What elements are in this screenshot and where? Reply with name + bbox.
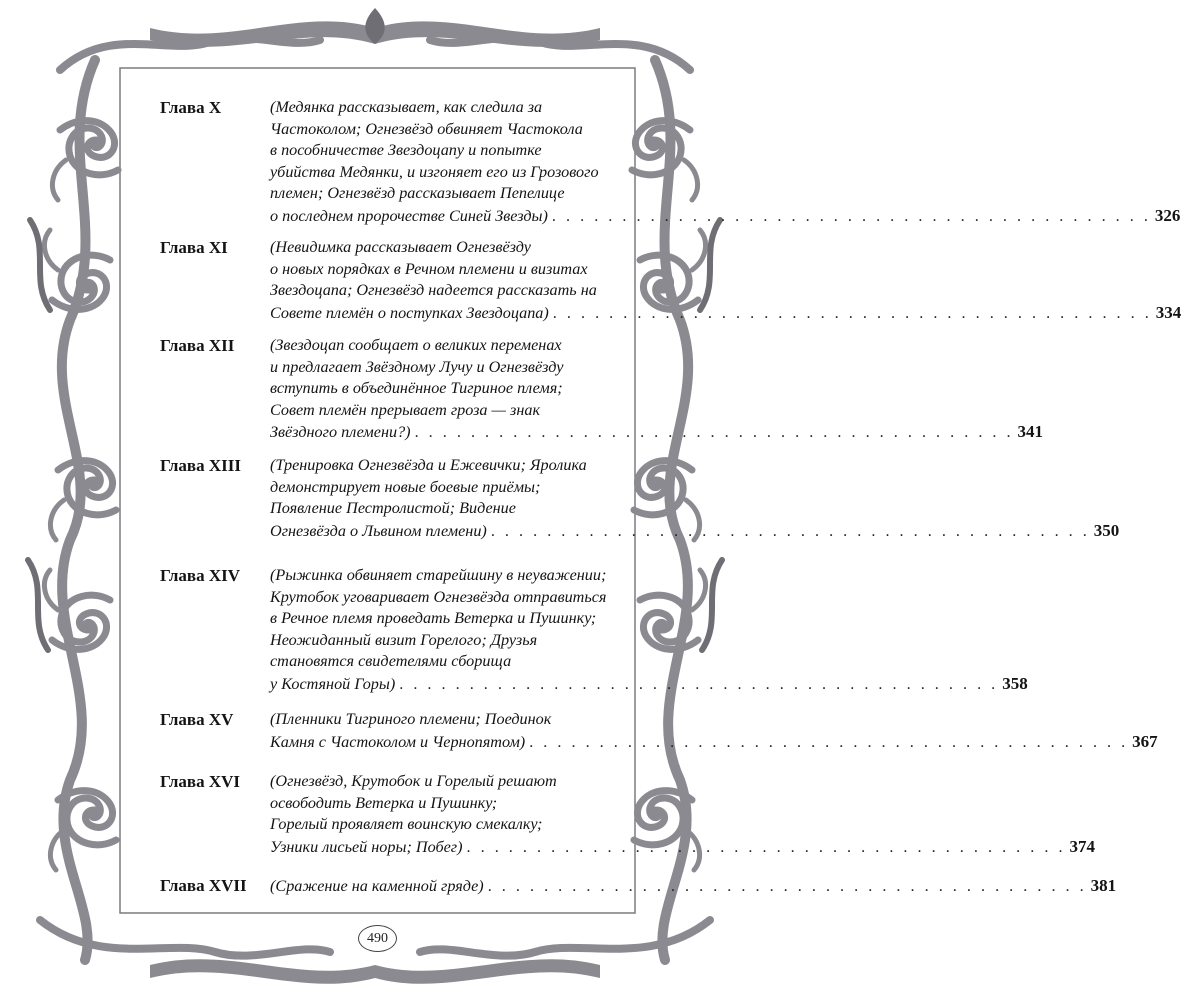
- chapter-summary: [270, 97, 1181, 227]
- summary-line: Звездоцапа; Огнезвёзд надеется рассказать на: [270, 281, 597, 300]
- summary-line: освободить Ветерка и Пушинку;: [270, 793, 498, 812]
- right-side-ornament: [632, 60, 722, 960]
- page-number: 490: [358, 925, 397, 952]
- chapter-label: Глава X: [160, 98, 222, 117]
- page-reference: 334: [1155, 302, 1181, 322]
- page-reference: 341: [1017, 422, 1044, 442]
- summary-last-line: [270, 421, 1044, 443]
- summary-line: Огнезвёзда о Львином племени): [270, 521, 487, 540]
- summary-last-line: [270, 875, 1117, 897]
- summary-line: о последнем пророчестве Синей Звезды): [270, 206, 548, 225]
- summary-line: Совет племён прерывает гроза — знак: [270, 400, 541, 419]
- summary-line: (Пленники Тигриного племени; Поединок: [270, 710, 552, 728]
- dot-leader: . . . . . . . . . . . . . . . . . . . . . . . . . . . . . . . . . . . . . . . . . . .: [466, 837, 1066, 856]
- chapter-summary: [270, 565, 1028, 695]
- summary-line: вступить в объединённое Тигриное племя;: [270, 379, 563, 398]
- summary-line: (Медянка рассказывает, как следила за: [270, 98, 543, 116]
- summary-line: Появление Пестролистой; Видение: [270, 499, 516, 518]
- page-reference: 358: [1002, 673, 1028, 693]
- chapter-label: Глава XIV: [160, 566, 241, 585]
- page-reference: 367: [1132, 731, 1158, 751]
- summary-line: и предлагает Звёздному Лучу и Огнезвёзду: [270, 357, 564, 376]
- summary-last-line: [270, 205, 1181, 227]
- summary-line: убийства Медянки, и изгоняет его из Грозового: [270, 162, 599, 181]
- summary-line: становятся свидетелями сборища: [270, 652, 512, 671]
- chapter-summary: [270, 335, 1044, 443]
- dot-leader: . . . . . . . . . . . . . . . . . . . . . . . . . . . . . . . . . . . . . . . . . . .: [414, 423, 1014, 442]
- chapter-label: Глава XI: [160, 238, 228, 257]
- summary-last-line: [270, 520, 1120, 542]
- summary-line: (Невидимка рассказывает Огнезвёзду: [270, 238, 531, 256]
- dot-leader: . . . . . . . . . . . . . . . . . . . . . . . . . . . . . . . . . . . . . . . . . . .: [529, 732, 1129, 751]
- summary-last-line: [270, 836, 1095, 858]
- chapter-label: Глава XVI: [160, 772, 241, 791]
- chapter-summary: [270, 771, 1095, 857]
- summary-last-line: [270, 731, 1158, 753]
- dot-leader: . . . . . . . . . . . . . . . . . . . . . . . . . . . . . . . . . . . . . . . . . . .: [490, 521, 1090, 540]
- summary-line: Звёздного племени?): [270, 423, 411, 442]
- summary-last-line: [270, 302, 1181, 324]
- top-right-swirl: [430, 38, 690, 70]
- page-reference: 374: [1069, 836, 1095, 856]
- page-reference: 381: [1090, 876, 1117, 895]
- summary-line: о новых порядках в Речном племени и визитах: [270, 259, 588, 278]
- dot-leader: . . . . . . . . . . . . . . . . . . . . . . . . . . . . . . . . . . . . . . . . . . .: [399, 674, 999, 693]
- page-reference: 350: [1093, 520, 1120, 540]
- summary-line: (Сражение на каменной гряде): [270, 877, 484, 895]
- chapter-summary: [270, 237, 1181, 323]
- summary-line: (Звездоцап сообщает о великих переменах: [270, 336, 562, 354]
- chapter-label: Глава XIII: [160, 456, 241, 475]
- chapter-label: Глава XVII: [160, 876, 247, 895]
- dot-leader: . . . . . . . . . . . . . . . . . . . . . . . . . . . . . . . . . . . . . . . . . . .: [552, 303, 1152, 322]
- summary-line: Крутобок уговаривает Огнезвёзда отправиться: [270, 587, 607, 606]
- chapter-label: Глава XII: [160, 336, 235, 355]
- chapter-summary: [270, 875, 1117, 897]
- summary-line: Совете племён о поступках Звездоцапа): [270, 303, 549, 322]
- summary-line: Неожиданный визит Горелого; Друзья: [270, 630, 538, 649]
- dot-leader: . . . . . . . . . . . . . . . . . . . . . . . . . . . . . . . . . . . . . . . . . . .: [487, 877, 1087, 895]
- summary-line: (Рыжинка обвиняет старейшину в неуважении;: [270, 566, 607, 584]
- summary-line: у Костяной Горы): [270, 674, 396, 693]
- page-reference: 326: [1154, 205, 1181, 225]
- summary-line: Горелый проявляет воинскую смекалку;: [270, 815, 543, 834]
- summary-line: (Огнезвёзд, Крутобок и Горелый решают: [270, 772, 557, 790]
- summary-line: в Речное племя проведать Ветерка и Пушинку;: [270, 609, 597, 628]
- top-left-swirl: [60, 38, 320, 70]
- dot-leader: . . . . . . . . . . . . . . . . . . . . . . . . . . . . . . . . . . . . . . . . . . .: [551, 206, 1151, 225]
- summary-line: племен; Огнезвёзд рассказывает Пепелице: [270, 184, 565, 203]
- chapter-label: Глава XV: [160, 710, 234, 729]
- summary-line: Частоколом; Огнезвёзд обвиняет Частокола: [270, 119, 583, 138]
- summary-line: Узники лисьей норы; Побег): [270, 837, 463, 856]
- bottom-ornament: [150, 959, 600, 984]
- summary-line: демонстрирует новые боевые приёмы;: [270, 477, 541, 496]
- summary-last-line: [270, 673, 1028, 695]
- summary-line: в пособничестве Звездоцапу и попытке: [270, 141, 542, 160]
- chapter-summary: [270, 455, 1120, 541]
- chapter-summary: [270, 709, 1158, 752]
- summary-line: Камня с Частоколом и Чернопятом): [270, 732, 526, 751]
- summary-line: (Тренировка Огнезвёзда и Ежевички; Яролика: [270, 456, 587, 474]
- left-side-ornament: [28, 60, 118, 960]
